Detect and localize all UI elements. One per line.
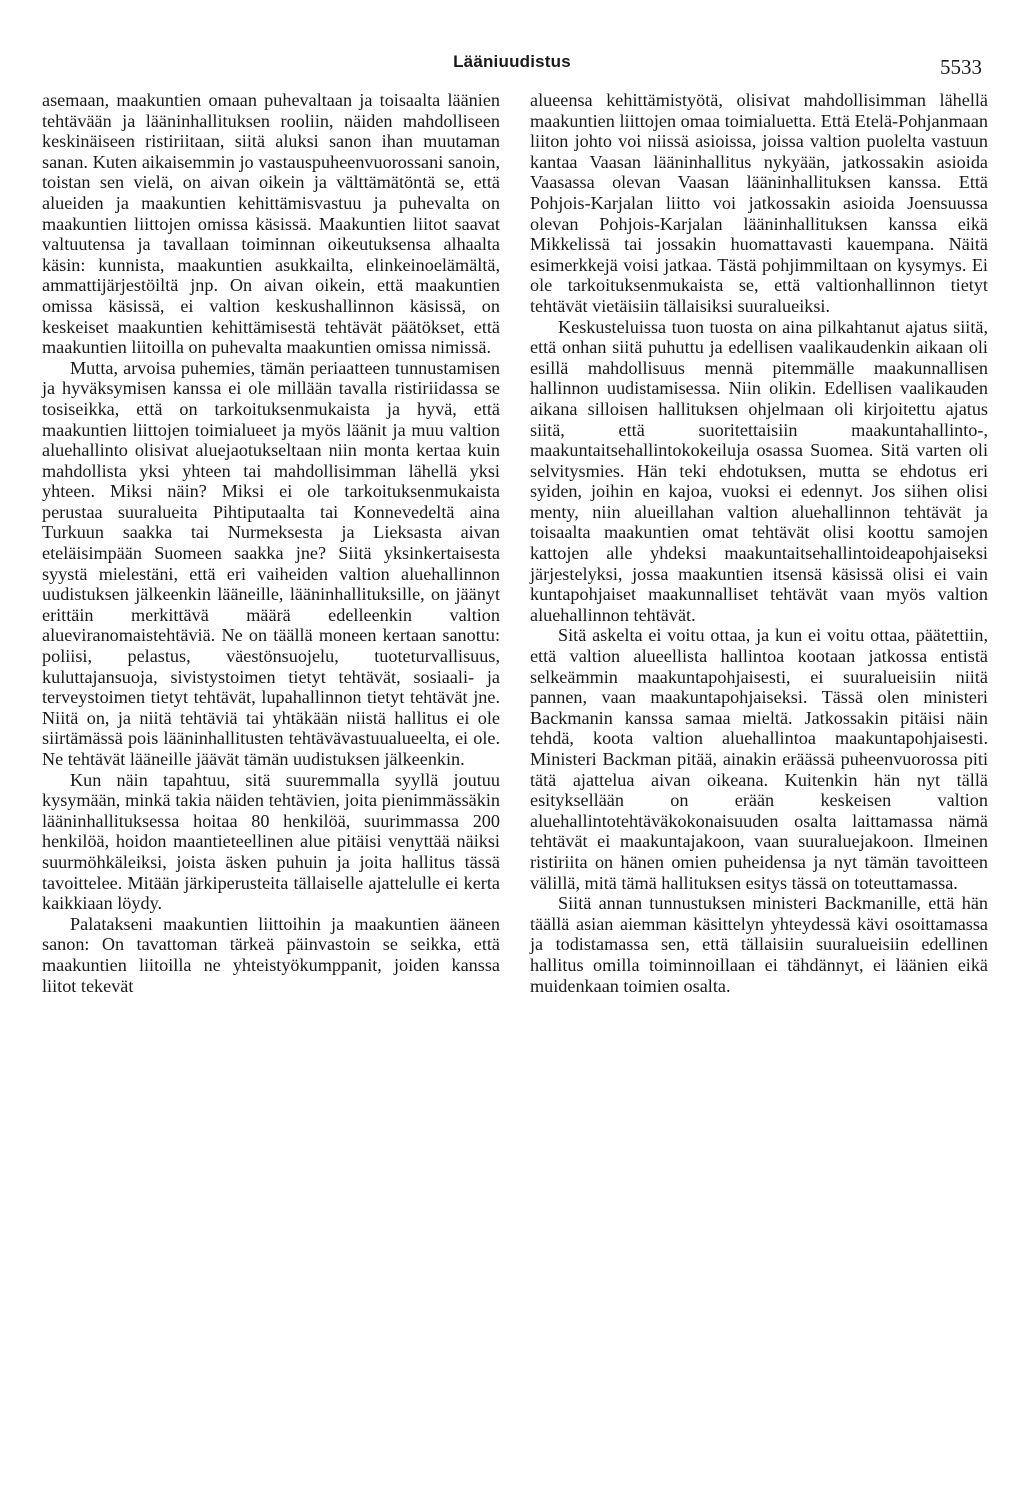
page-number: 5533 [940,55,982,79]
left-column [42,90,500,996]
page-header [0,52,1024,79]
paragraph: Sitä askelta ei voitu ottaa, ja kun ei voitu ottaa, päätettiin, että valtion alueellista hallintoa kootaan jatkossa entistä selkeämmin maakuntapohjaisesti, ei suuralueisiin niitä pannen, vaan maakuntapohjaiseksi. Tässä olen ministeri Backmanin kanssa samaa mieltä. Jatkossakin pitäisi näin tehdä, koota valtion aluehallintoa maakuntapohjaisesti. Ministeri Backman pitää, ainakin eräässä puheenvuorossa piti tätä ajattelua aivan oikeana. Kuitenkin hän nyt tällä esityksellään on erään keskeisen valtion aluehallintotehtäväkokonaisuuden osalta laittamassa nämä tehtävät ei maakuntajakoon, vaan suuraluejakoon. Ilmeinen ristiriita on hänen omien puheidensa ja nyt tämän tavoitteen välillä, mitä tämä hallituksen esitys tässä on toteuttamassa. [530,625,988,893]
paragraph: Siitä annan tunnustuksen ministeri Backmanille, että hän täällä asian aiemman käsittelyn yhteydessä kävi osoittamassa ja todistamassa sen, että tällaisiin suuralueisiin edellinen hallitus omilla toiminnoillaan ei tähdännyt, ei läänien eikä muidenkaan toimien osalta. [530,893,988,996]
paragraph: alueensa kehittämistyötä, olisivat mahdollisimman lähellä maakuntien liittojen omaa toimialuetta. Että Etelä-Pohjanmaan liiton johto voi niissä asioissa, joissa valtion puolelta vastuun kantaa Vaasan lääninhallitus nykyään, jatkossakin asioida Vaasassa olevan Vaasan lääninhallituksen kanssa. Että Pohjois-Karjalan liitto voi jatkossakin asioida Joensuussa olevan Pohjois-Karjalan lääninhallituksen kanssa eikä Mikkelissä tai jossakin huomattavasti kauempana. Näitä esimerkkejä voisi jatkaa. Tästä pohjimmiltaan on kysymys. Ei ole tarkoituksenmukaista se, että valtionhallinnon tietyt tehtävät vietäisiin tällaisiksi suuralueiksi. [530,90,988,316]
running-title: Lääniuudistus [453,52,571,71]
right-column [530,90,988,996]
paragraph: asemaan, maakuntien omaan puhevaltaan ja toisaalta läänien tehtävään ja lääninhallituksen rooliin, näiden mahdolliseen keskinäiseen ristiriitaan, siitä aluksi sanon ihan muutaman sanan. Kuten aikaisemmin jo vastauspuheenvuorossani sanoin, toistan sen vielä, on aivan oikein ja välttämätöntä se, että alueiden ja maakuntien kehittämisvastuu ja puhevalta on maakuntien liittojen omissa käsissä. Maakuntien liitot saavat valtuutensa ja tavallaan toiminnan oikeutuksensa alhaalta käsin: kunnista, maakuntien asukkailta, elinkeinoelämältä, ammattijärjestöiltä jnp. On aivan oikein, että maakuntien omissa käsissä, ei valtion keskushallinnon käsissä, on keskeiset maakuntien kehittämisestä tehtävät päätökset, että maakuntien liitoilla on puhevalta maakuntien omissa nimissä. [42,90,500,358]
paragraph: Keskusteluissa tuon tuosta on aina pilkahtanut ajatus siitä, että onhan siitä puhuttu ja edellisen vaalikaudenkin aikaan oli esillä mahdollisuus mennä pitemmälle maakunnallisen hallinnon uudistamisessa. Niin olikin. Edellisen vaalikauden aikana silloisen hallituksen ohjelmaan oli kirjoitettu ajatus siitä, että suoritettaisiin maakuntahallinto-, maakuntaitsehallintokokeiluja osassa Suomea. Sitä varten oli selvitysmies. Hän teki ehdotuksen, mutta se ehdotus eri syiden, joihin en kajoa, vuoksi ei edennyt. Jos siihen olisi menty, niin alueillahan valtion aluehallinnon tehtävät ja toisaalta maakuntien omat tehtävät olisi koottu samojen kattojen alle yhdeksi maakuntaitsehallintoideapohjaiseksi järjestelyksi, jossa maakuntien itsensä käsissä olisi ei vain kuntapohjaiset maakunnalliset tehtävät vaan myös valtion aluehallinnon tehtävät. [530,316,988,625]
paragraph: Mutta, arvoisa puhemies, tämän periaatteen tunnustamisen ja hyväksymisen kanssa ei ole millään tavalla ristiriidassa se tosiseikka, että on tarkoituksenmukaista ja hyvä, että maakuntien liittojen toimialueet ja myös läänit ja muu valtion aluehallinto olisivat aluejaotukseltaan niin monta kertaa kuin mahdollista yksi yhteen tai mahdollisimman lähellä yksi yhteen. Miksi näin? Miksi ei ole tarkoituksenmukaista perustaa suuralueita Pihtiputaalta tai Konnevedeltä aina Turkuun saakka tai Nurmeksesta ja Lieksasta aivan eteläisimpään Suomeen saakka jne? Siitä yksinkertaisesta syystä mielestäni, että eri vaiheiden valtion aluehallinnon uudistuksen jälkeenkin lääneille, lääninhallituksille, on jäänyt erittäin merkittävä määrä edelleenkin valtion alueviranomaistehtäviä. Ne on täällä moneen kertaan sanottu: poliisi, pelastus, väestönsuojelu, tuoteturvallisuus, kuluttajansuoja, sivistystoimen tietyt tehtävät, sosiaali- ja terveystoimen tietyt tehtävät, lupahallinnon tietyt tehtävät jne. Niitä on, ja niitä tehtäviä tai yhtäkään niistä hallitus ei ole siirtämässä pois lääninhallitusten tehtävävastuualueelta, ei ole. Ne tehtävät lääneille jäävät tämän uudistuksen jälkeenkin. [42,357,500,769]
paragraph: Kun näin tapahtuu, sitä suuremmalla syyllä joutuu kysymään, minkä takia näiden tehtävien, joita pienimmässäkin lääninhallituksessa hoitaa 80 henkilöä, suurimmassa 200 henkilöä, hoidon maantieteellinen alue pitäisi venyttää näiksi suurmöhkäleiksi, joista äsken puhuin ja joita hallitus tässä tavoittelee. Mitään järkiperusteita tällaiselle ajattelulle ei kerta kaikkiaan löydy. [42,769,500,914]
paragraph: Palatakseni maakuntien liittoihin ja maakuntien ääneen sanon: On tavattoman tärkeä päinvastoin se seikka, että maakuntien liitoilla ne yhteistyökumppanit, joiden kanssa liitot tekevät [42,913,500,996]
